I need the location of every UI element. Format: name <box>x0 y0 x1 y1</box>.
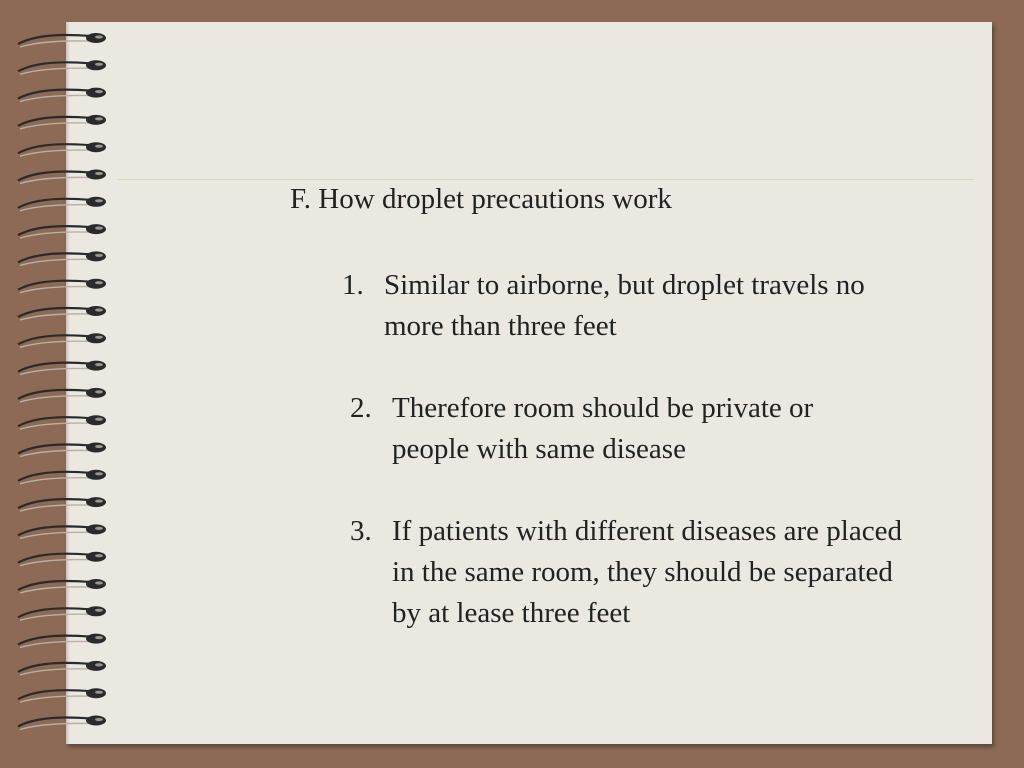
list-text-line: more than three feet <box>384 310 617 342</box>
list-text-line: in the same room, they should be separated <box>392 556 893 588</box>
list-text-line: Similar to airborne, but droplet travels no <box>384 269 865 301</box>
list-number: 3. <box>350 515 372 547</box>
list-text-line: by at lease three feet <box>392 597 631 629</box>
list-text-line: Therefore room should be private or <box>392 392 814 424</box>
list-text-line: If patients with different diseases are placed <box>392 515 902 547</box>
list-text-line: people with same disease <box>392 433 686 465</box>
slide-heading: F. How droplet precautions work <box>290 183 672 215</box>
list-number: 2. <box>350 392 372 424</box>
list-number: 1. <box>342 269 364 301</box>
